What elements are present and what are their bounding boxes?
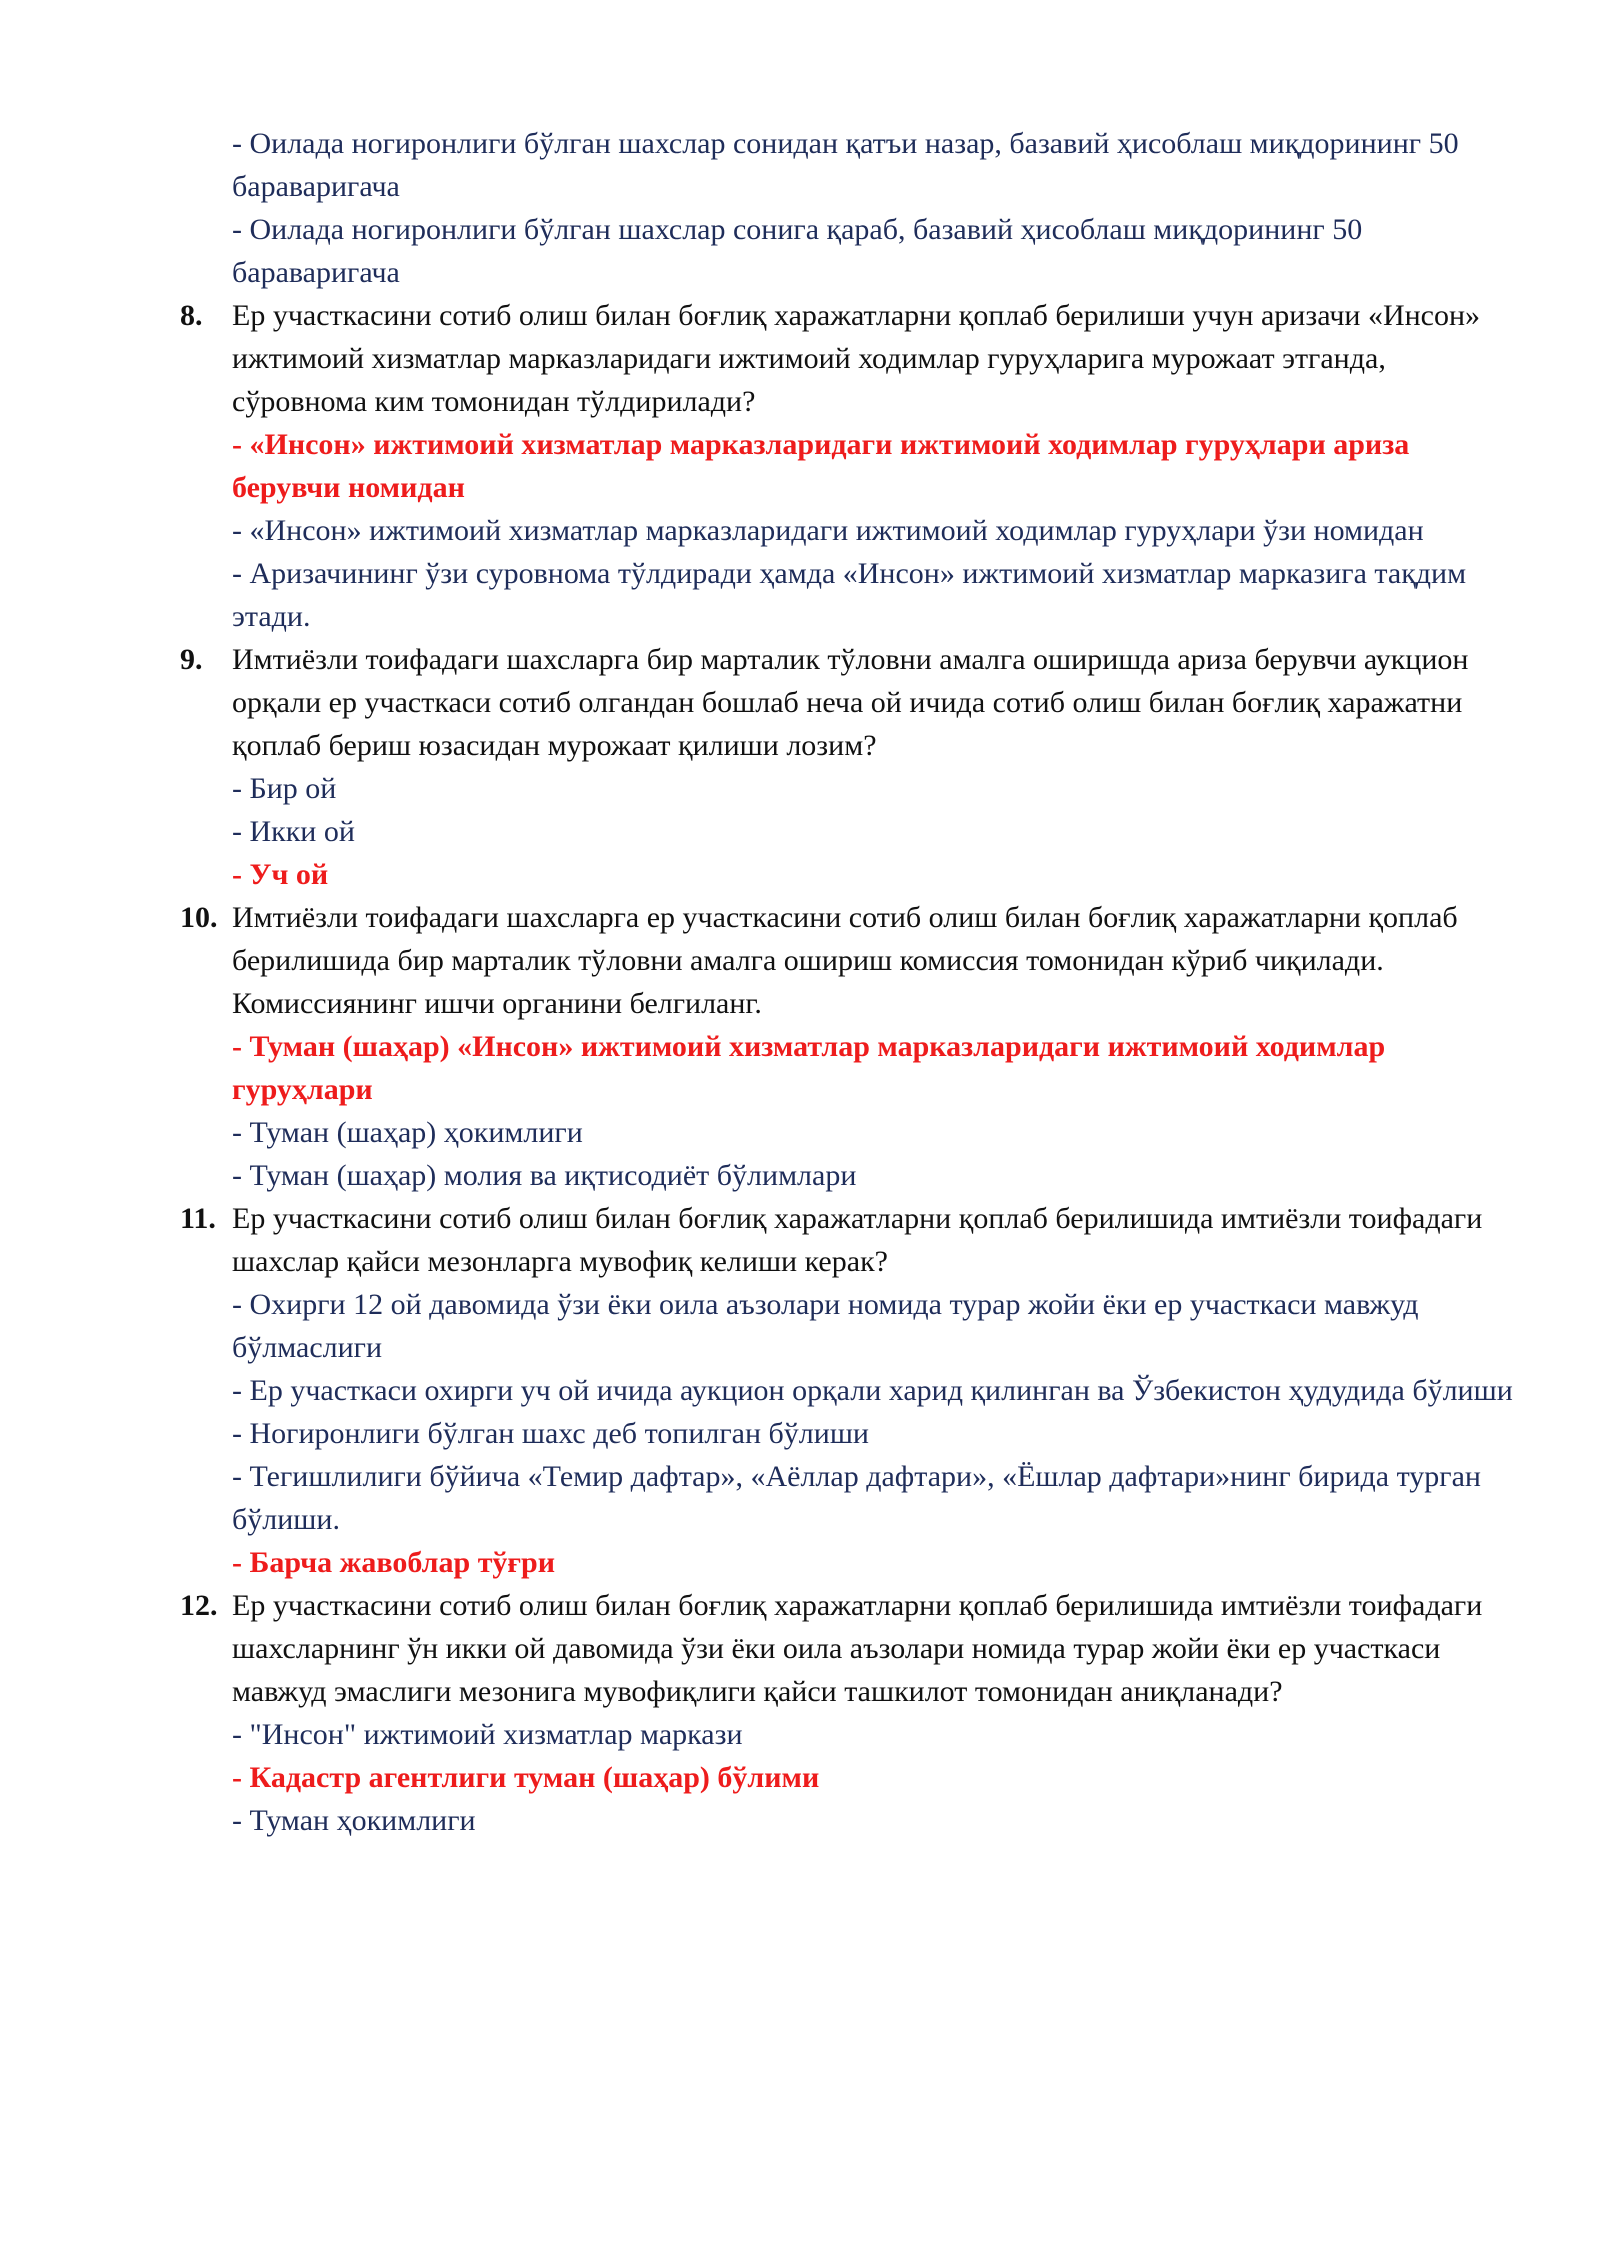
answer-option: - Туман (шаҳар) молия ва иқтисодиёт бўлимлари bbox=[232, 1159, 857, 1192]
question-item bbox=[0, 294, 1600, 638]
answer-option: - Ер участкаси охирги уч ой ичида аукцион орқали харид қилинган ва Ўзбекистон ҳудудида бўлиши bbox=[232, 1374, 1513, 1407]
answer-option-correct: - Уч ой bbox=[232, 858, 329, 891]
answer-option: - Оилада ногиронлиги бўлган шахслар сонидан қатъи назар, базавий ҳисоблаш миқдорининг 50 бараваригача bbox=[232, 127, 1459, 203]
answer-option: - Оилада ногиронлиги бўлган шахслар сонига қараб, базавий ҳисоблаш миқдорининг 50 бараваригача bbox=[232, 213, 1363, 289]
answer-option: - "Инсон" ижтимоий хизматлар маркази bbox=[232, 1718, 743, 1751]
question-number: 10. bbox=[180, 901, 218, 934]
answer-option: - Туман ҳокимлиги bbox=[232, 1804, 476, 1837]
answer-option: - Туман (шаҳар) ҳокимлиги bbox=[232, 1116, 583, 1149]
answer-option: - Ногиронлиги бўлган шахс деб топилган бўлиши bbox=[232, 1417, 869, 1450]
question-text: Имтиёзли тоифадаги шахсларга бир марталик тўловни амалга оширишда ариза берувчи аукцион орқали ер участкаси сотиб олгандан бошлаб неча ой ичида сотиб олиш билан боғлиқ харажатни қоплаб бериш юзасидан мурожаат қилиши лозим? bbox=[232, 643, 1469, 762]
answer-option-correct: - Туман (шаҳар) «Инсон» ижтимоий хизматлар марказларидаги ижтимоий ходимлар гуруҳлари bbox=[232, 1030, 1386, 1106]
question-item bbox=[0, 638, 1600, 896]
answer-option: - Икки ой bbox=[232, 815, 355, 848]
question-number: 12. bbox=[180, 1589, 218, 1622]
question-text: Имтиёзли тоифадаги шахсларга ер участкасини сотиб олиш билан боғлиқ харажатларни қоплаб берилишида бир марталик тўловни амалга ошириш комиссия томонидан кўриб чиқилади. bbox=[232, 901, 1458, 977]
leading-answers bbox=[0, 122, 1600, 294]
answer-option-correct: - Барча жавоблар тўғри bbox=[232, 1546, 556, 1579]
question-item bbox=[0, 1584, 1600, 1842]
question-number: 8. bbox=[180, 299, 203, 332]
question-note: Комиссиянинг ишчи органини белгиланг. bbox=[232, 987, 762, 1020]
question-text: Ер участкасини сотиб олиш билан боғлиқ харажатларни қоплаб берилиши учун аризачи «Инсон» ижтимоий хизматлар марказларидаги ижтимоий ходимлар гуруҳларига мурожаат этганда, сўровнома ким томонидан тўлдирилади? bbox=[232, 299, 1481, 418]
question-item bbox=[0, 1197, 1600, 1584]
answer-option: - Тегишлилиги бўйича «Темир дафтар», «Аёллар дафтари», «Ёшлар дафтари»нинг бирида турган бўлиши. bbox=[232, 1460, 1481, 1536]
question-number: 9. bbox=[180, 643, 203, 676]
answer-option: - «Инсон» ижтимоий хизматлар марказларидаги ижтимоий ходимлар гуруҳлари ўзи номидан bbox=[232, 514, 1424, 547]
answer-option-correct: - Кадастр агентлиги туман (шаҳар) бўлими bbox=[232, 1761, 820, 1794]
answer-option-correct: - «Инсон» ижтимоий хизматлар марказларидаги ижтимоий ходимлар гуруҳлари ариза берувчи номидан bbox=[232, 428, 1410, 504]
document-page bbox=[0, 122, 1600, 1842]
question-text: Ер участкасини сотиб олиш билан боғлиқ харажатларни қоплаб берилишида имтиёзли тоифадаги шахсларнинг ўн икки ой давомида ўзи ёки оила аъзолари номида турар жойи ёки ер участкаси мавжуд эмаслиги мезонига мувофиқлиги қайси ташкилот томонидан аниқланади? bbox=[232, 1589, 1483, 1708]
question-number: 11. bbox=[180, 1202, 216, 1235]
answer-option: - Бир ой bbox=[232, 772, 337, 805]
answer-option: - Охирги 12 ой давомида ўзи ёки оила аъзолари номида турар жойи ёки ер участкаси мавжуд бўлмаслиги bbox=[232, 1288, 1419, 1364]
question-item bbox=[0, 896, 1600, 1197]
question-list bbox=[0, 294, 1600, 1842]
answer-option: - Аризачининг ўзи суровнома тўлдиради ҳамда «Инсон» ижтимоий хизматлар марказига тақдим этади. bbox=[232, 557, 1467, 633]
question-text: Ер участкасини сотиб олиш билан боғлиқ харажатларни қоплаб берилишида имтиёзли тоифадаги шахслар қайси мезонларга мувофиқ келиши керак? bbox=[232, 1202, 1483, 1278]
